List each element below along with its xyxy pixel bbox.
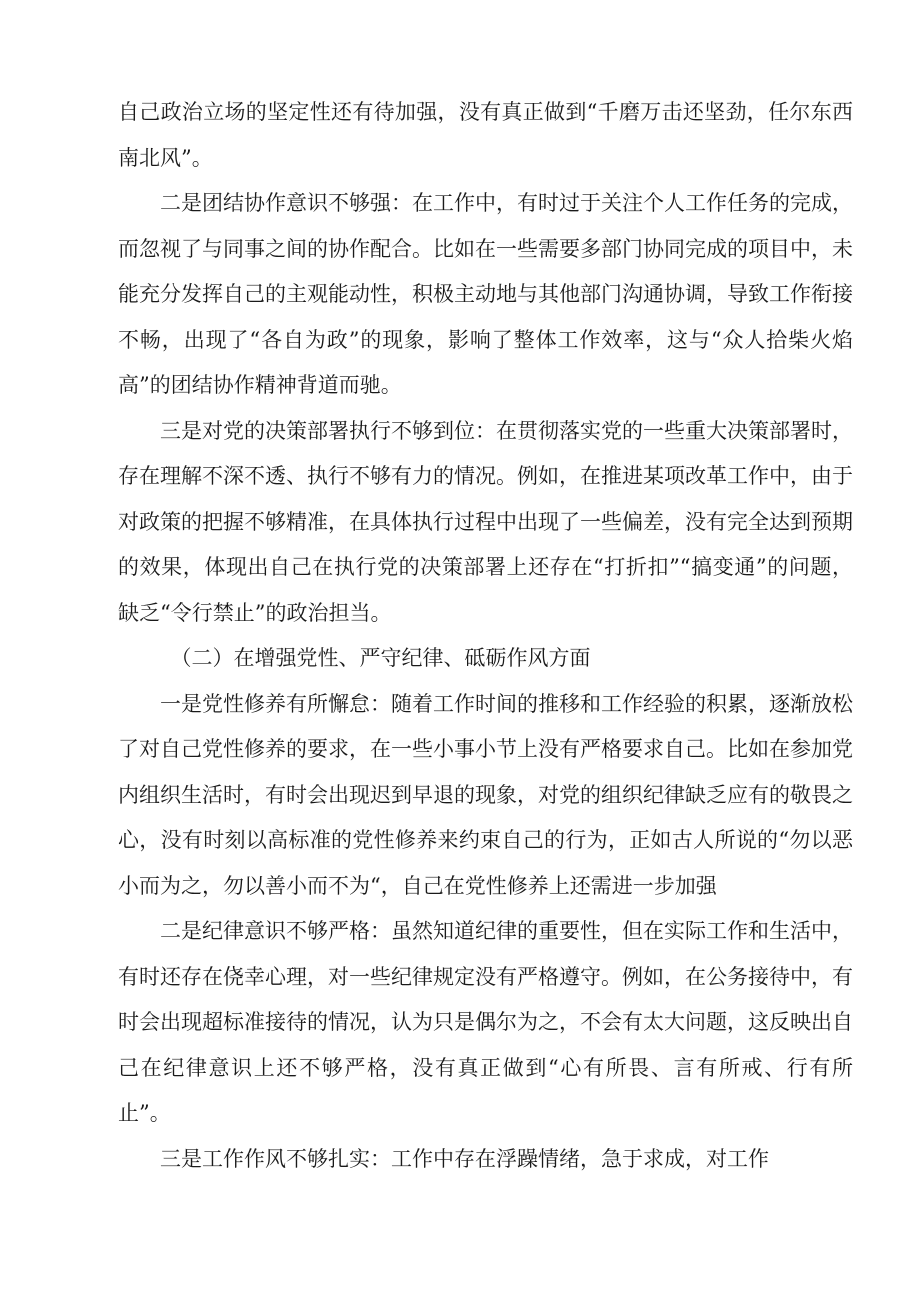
paragraph-continuation: 自己政治立场的坚定性还有待加强，没有真正做到“千磨万击还坚劲，任尔东西南北风”。 (118, 100, 853, 170)
paragraph-teamwork: 二是团结协作意识不够强：在工作中，有时过于关注个人工作任务的完成，而忽视了与同事之间的协作配合。比如在一些需要多部门协同完成的项目中，未能充分发挥自己的主观能动性，积极主动地与其他部门沟通协调，导致工作衔接不畅，出现了“各自为政”的现象，影响了整体工作效率，这与“众人拾柴火焰高”的团结协作精神背道而驰。 (118, 191, 853, 397)
section-heading: （二）在增强党性、严守纪律、砥砺作风方面 (170, 646, 591, 670)
paragraph-work-style: 三是工作作风不够扎实：工作中存在浮躁情绪，急于求成，对工作 (160, 1146, 769, 1171)
paragraph-discipline: 二是纪律意识不够严格：虽然知道纪律的重要性，但在实际工作和生活中，有时还存在侥幸心理，对一些纪律规定没有严格遵守。例如，在公务接待中，有时会出现超标准接待的情况，认为只是偶尔为之，不会有太大问题，这反映出自己在纪律意识上还不够严格，没有真正做到“心有所畏、言有所戒、行有所止”。 (118, 919, 853, 1125)
document-body (118, 90, 853, 1182)
paragraph-policy-execution: 三是对党的决策部署执行不够到位：在贯彻落实党的一些重大决策部署时，存在理解不深不透、执行不够有力的情况。例如，在推进某项改革工作中，由于对政策的把握不够精准，在具体执行过程中出现了一些偏差，没有完全达到预期的效果，体现出自己在执行党的决策部署上还存在“打折扣”“搞变通”的问题，缺乏“令行禁止”的政治担当。 (118, 418, 853, 625)
paragraph-party-spirit: 一是党性修养有所懈怠：随着工作时间的推移和工作经验的积累，逐渐放松了对自己党性修养的要求，在一些小事小节上没有严格要求自己。比如在参加党内组织生活时，有时会出现迟到早退的现象，对党的组织纪律缺乏应有的敬畏之心，没有时刻以高标准的党性修养来约束自己的行为，正如古人所说的“勿以恶小而为之，勿以善小而不为“，自己在党性修养上还需进一步加强 (118, 691, 853, 898)
